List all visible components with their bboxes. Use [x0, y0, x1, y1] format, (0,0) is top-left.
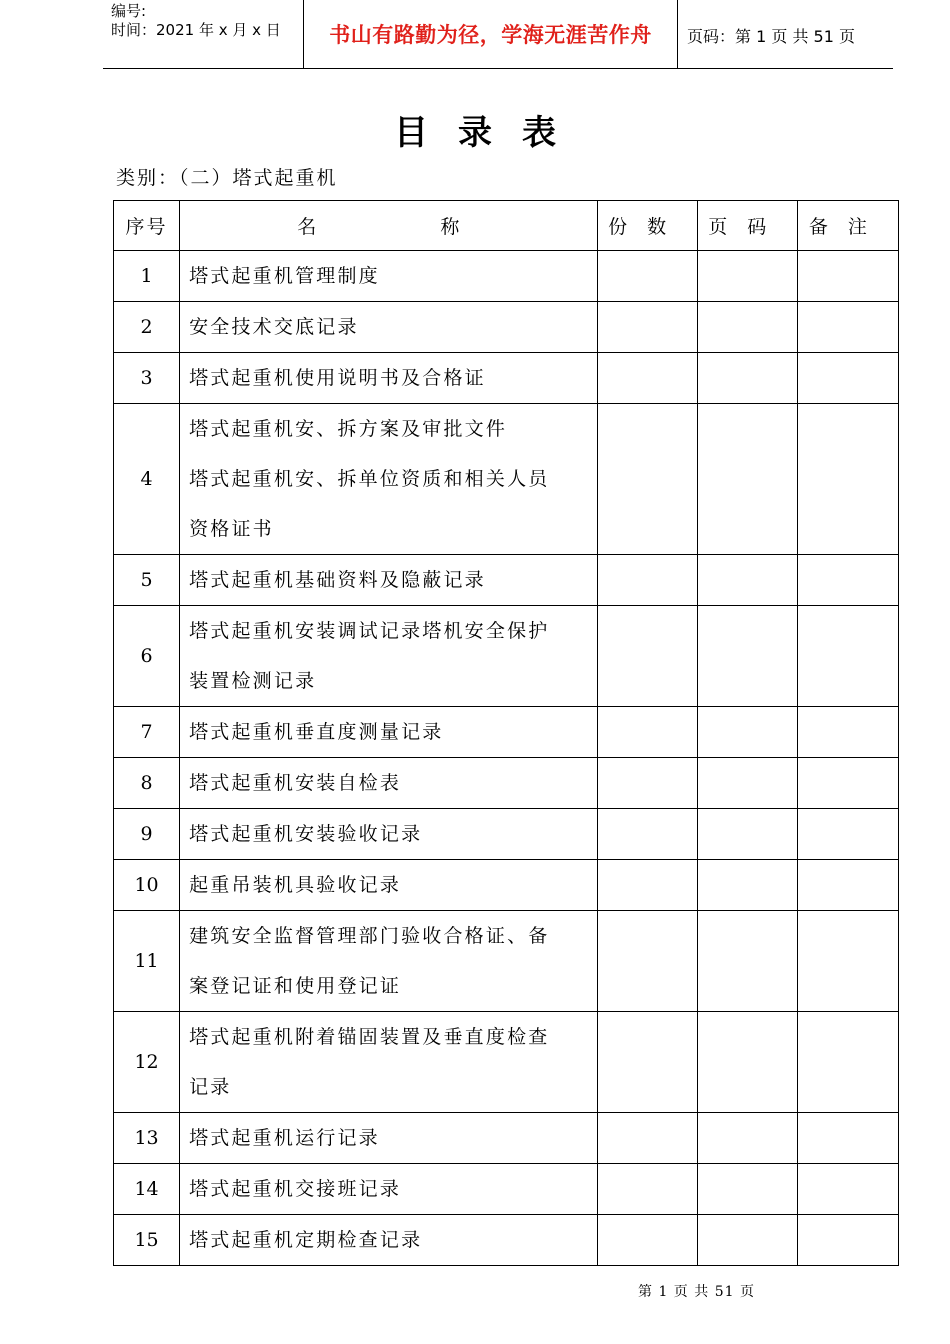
row-name-line: 塔式起重机安、拆方案及审批文件: [189, 418, 508, 440]
copies-cell: [597, 353, 697, 404]
remarks-cell: [797, 1164, 898, 1215]
copies-cell: [597, 758, 697, 809]
row-name: [180, 353, 598, 404]
copies-cell: [597, 404, 697, 555]
col-header-name: 名 称: [180, 201, 598, 251]
row-number: 11: [114, 911, 180, 1012]
header-meta: [111, 2, 281, 40]
col-header-page: 页码: [697, 201, 797, 251]
row-number: 1: [114, 251, 180, 302]
row-number: 14: [114, 1164, 180, 1215]
row-name: [180, 860, 598, 911]
row-name: [180, 1012, 598, 1113]
page-cell: [697, 1164, 797, 1215]
page-cell: [697, 302, 797, 353]
row-name-line: 起重吊装机具验收记录: [189, 874, 402, 896]
remarks-cell: [797, 1215, 898, 1266]
row-name: [180, 758, 598, 809]
row-name-line: 装置检测记录: [189, 670, 317, 692]
table-row: [114, 758, 899, 809]
row-number: 3: [114, 353, 180, 404]
remarks-cell: [797, 353, 898, 404]
header-page-info: 页码：第 1 页 共 51 页: [687, 27, 855, 46]
row-name-line: 塔式起重机使用说明书及合格证: [189, 367, 486, 389]
row-name-line: 塔式起重机安装调试记录塔机安全保护: [189, 620, 550, 642]
header-motto: 书山有路勤为径，学海无涯苦作舟: [329, 23, 652, 47]
remarks-cell: [797, 809, 898, 860]
row-name-line: 塔式起重机安装自检表: [189, 772, 402, 794]
remarks-cell: [797, 555, 898, 606]
row-name-line: 塔式起重机垂直度测量记录: [189, 721, 444, 743]
row-name-line: 塔式起重机定期检查记录: [189, 1229, 423, 1251]
row-name: [180, 251, 598, 302]
row-name: [180, 1164, 598, 1215]
row-number: 7: [114, 707, 180, 758]
table-row: [114, 860, 899, 911]
row-name: [180, 302, 598, 353]
remarks-cell: [797, 860, 898, 911]
page-cell: [697, 353, 797, 404]
table-row: [114, 302, 899, 353]
category-label: 类别：（二）塔式起重机: [116, 167, 338, 189]
remarks-cell: [797, 911, 898, 1012]
page-cell: [697, 555, 797, 606]
row-number: 4: [114, 404, 180, 555]
row-name-line: 记录: [189, 1076, 232, 1098]
table-header-row: [114, 201, 899, 251]
row-name-line: 案登记证和使用登记证: [189, 975, 402, 997]
copies-cell: [597, 1113, 697, 1164]
copies-cell: [597, 1215, 697, 1266]
table-row: [114, 707, 899, 758]
row-name-line: 资格证书: [189, 518, 274, 540]
copies-cell: [597, 1012, 697, 1113]
page-cell: [697, 404, 797, 555]
copies-cell: [597, 809, 697, 860]
time-label: 时间：2021 年 x 月 x 日: [111, 21, 281, 39]
row-name-line: 建筑安全监督管理部门验收合格证、备: [189, 925, 550, 947]
copies-cell: [597, 707, 697, 758]
copies-cell: [597, 251, 697, 302]
page-cell: [697, 606, 797, 707]
table-row: [114, 1164, 899, 1215]
row-number: 6: [114, 606, 180, 707]
page-cell: [697, 758, 797, 809]
remarks-cell: [797, 1012, 898, 1113]
table-row: [114, 1215, 899, 1266]
copies-cell: [597, 302, 697, 353]
table-row: [114, 809, 899, 860]
page-cell: [697, 911, 797, 1012]
row-name: [180, 606, 598, 707]
row-name-line: 塔式起重机附着锚固装置及垂直度检查: [189, 1026, 550, 1048]
row-name: [180, 809, 598, 860]
row-name: [180, 911, 598, 1012]
row-number: 8: [114, 758, 180, 809]
remarks-cell: [797, 302, 898, 353]
header-divider: [677, 0, 678, 68]
page-cell: [697, 707, 797, 758]
page-cell: [697, 1012, 797, 1113]
copies-cell: [597, 911, 697, 1012]
toc-body: [114, 251, 899, 1266]
page-cell: [697, 1113, 797, 1164]
remarks-cell: [797, 606, 898, 707]
row-name-line: 塔式起重机安、拆单位资质和相关人员: [189, 468, 550, 490]
row-name: [180, 404, 598, 555]
table-row: [114, 606, 899, 707]
table-row: [114, 1113, 899, 1164]
remarks-cell: [797, 404, 898, 555]
row-name-line: 安全技术交底记录: [189, 316, 359, 338]
page-header: [103, 0, 893, 69]
col-header-remarks: 备注: [797, 201, 898, 251]
row-number: 9: [114, 809, 180, 860]
table-row: [114, 911, 899, 1012]
row-number: 15: [114, 1215, 180, 1266]
remarks-cell: [797, 251, 898, 302]
table-row: [114, 555, 899, 606]
copies-cell: [597, 606, 697, 707]
row-name-line: 塔式起重机交接班记录: [189, 1178, 402, 1200]
row-name: [180, 555, 598, 606]
page-cell: [697, 1215, 797, 1266]
row-name-line: 塔式起重机基础资料及隐蔽记录: [189, 569, 486, 591]
row-name-line: 塔式起重机安装验收记录: [189, 823, 423, 845]
page-title: 目录表: [394, 113, 586, 153]
page-cell: [697, 860, 797, 911]
page-footer: 第 1 页 共 51 页: [638, 1284, 755, 1300]
row-name: [180, 707, 598, 758]
remarks-cell: [797, 1113, 898, 1164]
row-number: 2: [114, 302, 180, 353]
row-name-line: 塔式起重机管理制度: [189, 265, 380, 287]
col-header-copies: 份数: [597, 201, 697, 251]
row-name: [180, 1215, 598, 1266]
remarks-cell: [797, 758, 898, 809]
table-row: [114, 251, 899, 302]
row-number: 12: [114, 1012, 180, 1113]
toc-table: [113, 200, 899, 1266]
page-cell: [697, 251, 797, 302]
row-number: 10: [114, 860, 180, 911]
row-number: 13: [114, 1113, 180, 1164]
copies-cell: [597, 860, 697, 911]
copies-cell: [597, 555, 697, 606]
remarks-cell: [797, 707, 898, 758]
row-name-line: 塔式起重机运行记录: [189, 1127, 380, 1149]
copies-cell: [597, 1164, 697, 1215]
table-row: [114, 1012, 899, 1113]
table-row: [114, 404, 899, 555]
row-name: [180, 1113, 598, 1164]
number-label: 编号:: [111, 2, 147, 20]
page-cell: [697, 809, 797, 860]
table-row: [114, 353, 899, 404]
row-number: 5: [114, 555, 180, 606]
col-header-number: 序号: [114, 201, 180, 251]
